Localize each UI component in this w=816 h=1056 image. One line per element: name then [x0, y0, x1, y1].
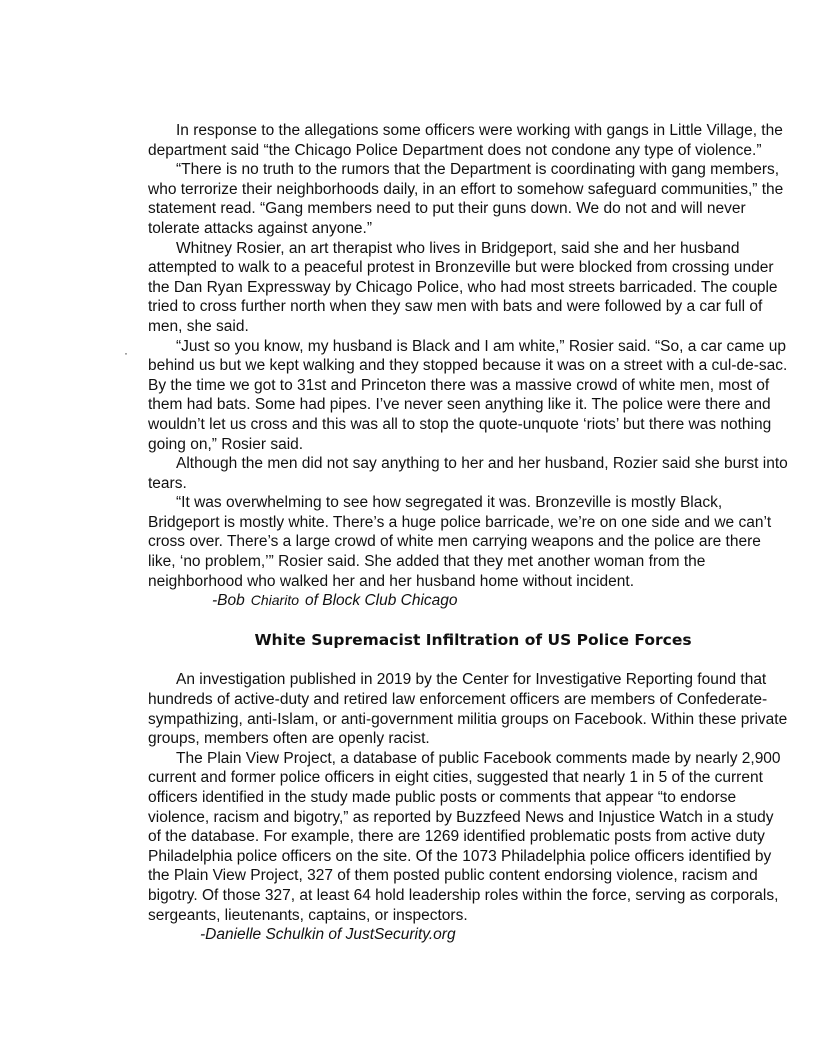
byline: -Danielle Schulkin of JustSecurity.org — [200, 926, 456, 944]
article-section-chicago — [148, 121, 788, 611]
paragraph: In response to the allegations some officers were working with gangs in Little Village, the department said “the Chicago Police Department does not condone any type of violence.” — [148, 122, 783, 159]
byline-part: of Block Club Chicago — [305, 592, 458, 610]
section-heading: White Supremacist Infiltration of US Police Forces — [254, 630, 692, 649]
paragraph: “It was overwhelming to see how segregated it was. Bronzeville is mostly Black, Bridgeport is mostly white. There’s a huge police barricade, we’re on one side and we can’t cross over. There’s a large crowd of white men carrying weapons and the police are there like, ‘no problem,’” Rosier said. She added that they met another woman from the neighborhood who walked her and her husband home without incident. — [148, 494, 772, 590]
byline-part: -Bob — [212, 592, 245, 610]
paragraph: “There is no truth to the rumors that the Department is coordinating with gang members, who terrorize their neighborhoods daily, in an effort to somehow safeguard communities,” the statement read. “Gang members need to put their guns down. We do not and will never tolerate attacks against anyone.” — [148, 161, 784, 237]
byline-part: Chiarito — [250, 592, 299, 609]
paragraph: “Just so you know, my husband is Black and I am white,” Rosier said. “So, a car came up behind us but we kept walking and they stopped because it was on a street with a cul-de-sac. By the time we got to 31st and Princeton there was a massive crowd of white men, most of them had bats. Some had pipes. I’ve never seen anything like it. The police were there and wouldn’t let us cross and this was all to stop the quote-unquote ‘riots’ but there was nothing going on,” Rosier said. — [148, 337, 788, 453]
stray-dot: · — [124, 346, 128, 360]
paragraph: Whitney Rosier, an art therapist who lives in Bridgeport, said she and her husband attempted to walk to a peaceful protest in Bronzeville but were blocked from crossing under the Dan Ryan Expressway by Chicago Police, who had most streets barricaded. The couple tried to cross further north when they saw men with bats and were followed by a car full of men, she said. — [148, 239, 778, 335]
paragraph: An investigation published in 2019 by the Center for Investigative Reporting found that hundreds of active-duty and retired law enforcement officers are members of Confederate-sympathizing, anti-Islam, or anti-government militia groups on Facebook. Within these private groups, members often are openly racist. — [148, 671, 788, 748]
paragraph: The Plain View Project, a database of public Facebook comments made by nearly 2,900 current and former police officers in eight cities, suggested that nearly 1 in 5 of the current officers identified in the study made public posts or comments that appear “to endorse violence, racism and bigotry,” as reported by Buzzfeed News and Injustice Watch in a study of the database. For example, there are 1269 identified problematic posts from active duty Philadelphia police officers on the site. Of the 1073 Philadelphia police officers identified by the Plain View Project, 327 of them posted public content endorsing violence, racism and bigotry. Of those 327, at least 64 hold leadership roles within the force, serving as corporals, sergeants, lieutenants, captains, or inspectors. — [148, 749, 781, 924]
paragraph: Although the men did not say anything to her and her husband, Rozier said she burst into tears. — [148, 455, 788, 492]
document-page — [148, 121, 788, 945]
byline — [148, 591, 788, 611]
article-section-infiltration — [148, 670, 788, 944]
